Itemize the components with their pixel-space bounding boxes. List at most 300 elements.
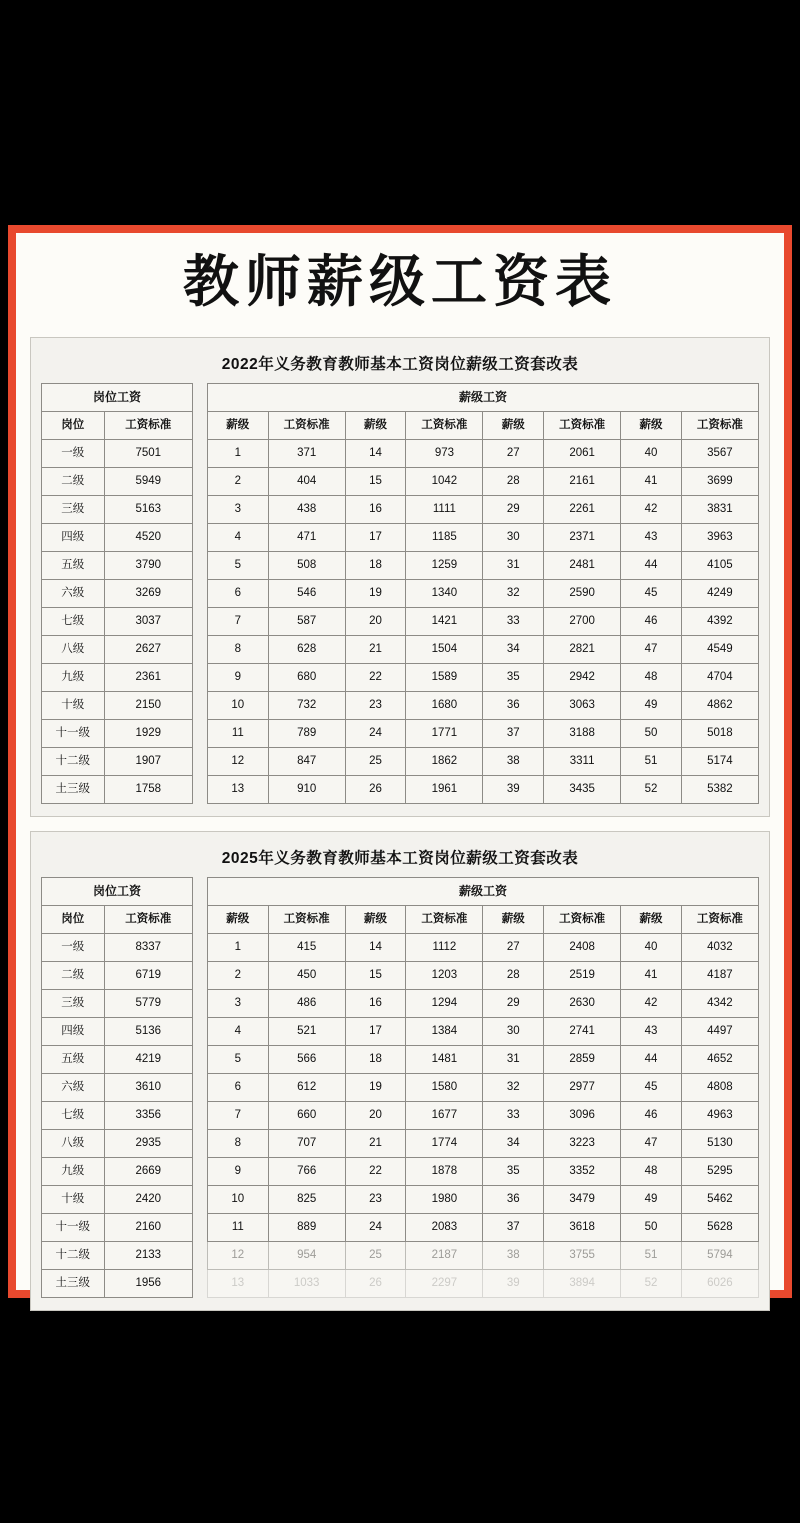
table-row <box>208 1073 759 1101</box>
sheet-title: 2022年义务教育教师基本工资岗位薪级工资套改表 <box>221 355 579 373</box>
cell-amount: 1980 <box>406 1185 483 1213</box>
cell-amount: 5295 <box>681 1157 758 1185</box>
cell-grade: 41 <box>621 961 682 989</box>
cell-grade: 43 <box>621 523 682 551</box>
cell-amount: 732 <box>268 691 345 719</box>
table-row <box>208 1241 759 1269</box>
cell-amount: 450 <box>268 961 345 989</box>
cell-grade: 16 <box>345 495 406 523</box>
cell-amount: 2669 <box>104 1157 192 1185</box>
cell-grade: 2 <box>208 467 269 495</box>
table-row <box>208 1185 759 1213</box>
table-row <box>208 411 759 439</box>
table-row <box>42 1185 193 1213</box>
cell-amount: 954 <box>268 1241 345 1269</box>
table-row <box>42 905 193 933</box>
table-row <box>208 551 759 579</box>
cell-grade: 11 <box>208 1213 269 1241</box>
column-header: 工资标准 <box>406 905 483 933</box>
cell-amount: 4862 <box>681 691 758 719</box>
cell-amount: 2481 <box>544 551 621 579</box>
cell-amount: 2187 <box>406 1241 483 1269</box>
cell-amount: 6026 <box>681 1269 758 1297</box>
cell-amount: 3755 <box>544 1241 621 1269</box>
cell-grade: 6 <box>208 579 269 607</box>
cell-grade: 46 <box>621 1101 682 1129</box>
cell-grade: 33 <box>483 1101 544 1129</box>
cell-grade: 16 <box>345 989 406 1017</box>
table-row <box>42 1213 193 1241</box>
table-row <box>42 1073 193 1101</box>
cell-grade: 49 <box>621 1185 682 1213</box>
cell-grade: 20 <box>345 1101 406 1129</box>
cell-amount: 766 <box>268 1157 345 1185</box>
table-row <box>42 607 193 635</box>
cell-grade: 24 <box>345 1213 406 1241</box>
cell-grade: 9 <box>208 1157 269 1185</box>
cell-grade: 12 <box>208 1241 269 1269</box>
table-row <box>42 747 193 775</box>
column-header: 工资标准 <box>544 411 621 439</box>
cell-level: 八级 <box>42 1129 105 1157</box>
cell-amount: 3894 <box>544 1269 621 1297</box>
salary-sheet-2022 <box>30 337 770 817</box>
cell-amount: 3610 <box>104 1073 192 1101</box>
cell-amount: 2590 <box>544 579 621 607</box>
cell-amount: 4497 <box>681 1017 758 1045</box>
cell-amount: 3356 <box>104 1101 192 1129</box>
cell-level: 六级 <box>42 1073 105 1101</box>
post-group-header: 岗位工资 <box>42 877 193 905</box>
cell-grade: 29 <box>483 495 544 523</box>
cell-grade: 1 <box>208 933 269 961</box>
cell-amount: 2859 <box>544 1045 621 1073</box>
cell-grade: 6 <box>208 1073 269 1101</box>
table-row <box>208 961 759 989</box>
cell-level: 二级 <box>42 467 105 495</box>
cell-grade: 14 <box>345 439 406 467</box>
cell-amount: 4392 <box>681 607 758 635</box>
cell-grade: 35 <box>483 1157 544 1185</box>
column-header: 工资标准 <box>681 411 758 439</box>
cell-level: 七级 <box>42 1101 105 1129</box>
cell-level: 九级 <box>42 1157 105 1185</box>
poster-paper <box>16 233 784 1290</box>
table-row <box>208 775 759 803</box>
table-row <box>42 691 193 719</box>
cell-amount: 1504 <box>406 635 483 663</box>
table-row <box>42 411 193 439</box>
cell-amount: 6719 <box>104 961 192 989</box>
cell-grade: 10 <box>208 1185 269 1213</box>
table-row <box>208 719 759 747</box>
cell-grade: 9 <box>208 663 269 691</box>
cell-grade: 13 <box>208 1269 269 1297</box>
cell-amount: 2261 <box>544 495 621 523</box>
cell-level: 四级 <box>42 1017 105 1045</box>
cell-amount: 973 <box>406 439 483 467</box>
cell-grade: 45 <box>621 1073 682 1101</box>
cell-grade: 12 <box>208 747 269 775</box>
cell-amount: 521 <box>268 1017 345 1045</box>
cell-amount: 3699 <box>681 467 758 495</box>
cell-grade: 8 <box>208 635 269 663</box>
cell-amount: 5949 <box>104 467 192 495</box>
cell-amount: 1589 <box>406 663 483 691</box>
cell-grade: 47 <box>621 635 682 663</box>
cell-grade: 11 <box>208 719 269 747</box>
cell-amount: 2741 <box>544 1017 621 1045</box>
cell-amount: 1185 <box>406 523 483 551</box>
cell-grade: 10 <box>208 691 269 719</box>
cell-amount: 889 <box>268 1213 345 1241</box>
cell-amount: 628 <box>268 635 345 663</box>
cell-amount: 4704 <box>681 663 758 691</box>
cell-grade: 44 <box>621 1045 682 1073</box>
cell-grade: 31 <box>483 1045 544 1073</box>
cell-amount: 1680 <box>406 691 483 719</box>
cell-level: 一级 <box>42 933 105 961</box>
cell-amount: 1878 <box>406 1157 483 1185</box>
cell-grade: 41 <box>621 467 682 495</box>
column-header: 工资标准 <box>681 905 758 933</box>
cell-grade: 20 <box>345 607 406 635</box>
cell-grade: 51 <box>621 1241 682 1269</box>
cell-amount: 486 <box>268 989 345 1017</box>
cell-amount: 3435 <box>544 775 621 803</box>
cell-level: 九级 <box>42 663 105 691</box>
post-salary-table <box>41 383 193 804</box>
column-header: 薪级 <box>208 905 269 933</box>
column-header: 工资标准 <box>104 411 192 439</box>
cell-grade: 36 <box>483 1185 544 1213</box>
cell-amount: 1862 <box>406 747 483 775</box>
table-row <box>208 439 759 467</box>
cell-grade: 13 <box>208 775 269 803</box>
cell-amount: 1203 <box>406 961 483 989</box>
cell-amount: 5163 <box>104 495 192 523</box>
table-row <box>42 933 193 961</box>
cell-amount: 4963 <box>681 1101 758 1129</box>
table-row <box>208 747 759 775</box>
column-header: 薪级 <box>483 411 544 439</box>
cell-amount: 2627 <box>104 635 192 663</box>
cell-grade: 31 <box>483 551 544 579</box>
table-row <box>208 933 759 961</box>
cell-amount: 4032 <box>681 933 758 961</box>
cell-amount: 2935 <box>104 1129 192 1157</box>
cell-amount: 5136 <box>104 1017 192 1045</box>
cell-grade: 48 <box>621 663 682 691</box>
cell-level: 五级 <box>42 1045 105 1073</box>
scale-salary-table <box>207 383 759 804</box>
cell-level: 十一级 <box>42 1213 105 1241</box>
cell-grade: 24 <box>345 719 406 747</box>
cell-grade: 8 <box>208 1129 269 1157</box>
column-header: 工资标准 <box>268 905 345 933</box>
cell-grade: 3 <box>208 495 269 523</box>
cell-amount: 1774 <box>406 1129 483 1157</box>
cell-amount: 471 <box>268 523 345 551</box>
cell-amount: 4219 <box>104 1045 192 1073</box>
table-row <box>208 1017 759 1045</box>
table-row <box>208 691 759 719</box>
post-group-header: 岗位工资 <box>42 383 193 411</box>
cell-grade: 4 <box>208 1017 269 1045</box>
table-row <box>42 989 193 1017</box>
table-row <box>208 905 759 933</box>
cell-grade: 15 <box>345 467 406 495</box>
cell-amount: 438 <box>268 495 345 523</box>
cell-grade: 29 <box>483 989 544 1017</box>
cell-grade: 3 <box>208 989 269 1017</box>
cell-amount: 1033 <box>268 1269 345 1297</box>
scale-group-header: 薪级工资 <box>208 383 759 411</box>
sheet-body <box>41 383 759 804</box>
cell-grade: 38 <box>483 747 544 775</box>
cell-amount: 3269 <box>104 579 192 607</box>
column-header: 岗位 <box>42 905 105 933</box>
cell-grade: 39 <box>483 775 544 803</box>
cell-amount: 660 <box>268 1101 345 1129</box>
cell-grade: 50 <box>621 719 682 747</box>
cell-amount: 2630 <box>544 989 621 1017</box>
table-row <box>42 1017 193 1045</box>
cell-grade: 40 <box>621 439 682 467</box>
cell-level: 一级 <box>42 439 105 467</box>
cell-level: 土三级 <box>42 775 105 803</box>
cell-amount: 3567 <box>681 439 758 467</box>
cell-grade: 44 <box>621 551 682 579</box>
cell-grade: 50 <box>621 1213 682 1241</box>
cell-amount: 3963 <box>681 523 758 551</box>
table-row <box>208 1101 759 1129</box>
cell-amount: 825 <box>268 1185 345 1213</box>
cell-grade: 40 <box>621 933 682 961</box>
table-row <box>208 579 759 607</box>
cell-amount: 8337 <box>104 933 192 961</box>
cell-grade: 42 <box>621 989 682 1017</box>
table-row <box>42 439 193 467</box>
salary-sheet-2025 <box>30 831 770 1311</box>
cell-grade: 32 <box>483 1073 544 1101</box>
cell-grade: 51 <box>621 747 682 775</box>
cell-amount: 5462 <box>681 1185 758 1213</box>
cell-amount: 1677 <box>406 1101 483 1129</box>
cell-amount: 5382 <box>681 775 758 803</box>
cell-grade: 32 <box>483 579 544 607</box>
cell-amount: 2420 <box>104 1185 192 1213</box>
table-row <box>42 663 193 691</box>
cell-grade: 33 <box>483 607 544 635</box>
table-row <box>208 1213 759 1241</box>
cell-grade: 26 <box>345 775 406 803</box>
table-row <box>42 551 193 579</box>
cell-amount: 1384 <box>406 1017 483 1045</box>
table-row <box>42 1241 193 1269</box>
cell-amount: 1042 <box>406 467 483 495</box>
cell-amount: 707 <box>268 1129 345 1157</box>
cell-amount: 4105 <box>681 551 758 579</box>
table-row <box>42 1157 193 1185</box>
cell-amount: 371 <box>268 439 345 467</box>
cell-amount: 2371 <box>544 523 621 551</box>
cell-amount: 3223 <box>544 1129 621 1157</box>
table-row <box>42 1269 193 1297</box>
cell-grade: 38 <box>483 1241 544 1269</box>
scale-salary-table <box>207 877 759 1298</box>
cell-amount: 612 <box>268 1073 345 1101</box>
column-header: 薪级 <box>621 905 682 933</box>
cell-grade: 5 <box>208 551 269 579</box>
cell-grade: 26 <box>345 1269 406 1297</box>
cell-grade: 27 <box>483 439 544 467</box>
cell-amount: 910 <box>268 775 345 803</box>
table-row <box>42 579 193 607</box>
cell-amount: 2361 <box>104 663 192 691</box>
column-header: 工资标准 <box>268 411 345 439</box>
cell-amount: 4249 <box>681 579 758 607</box>
cell-grade: 37 <box>483 1213 544 1241</box>
cell-amount: 2821 <box>544 635 621 663</box>
cell-grade: 37 <box>483 719 544 747</box>
cell-level: 三级 <box>42 989 105 1017</box>
cell-amount: 1112 <box>406 933 483 961</box>
cell-grade: 39 <box>483 1269 544 1297</box>
cell-amount: 1111 <box>406 495 483 523</box>
cell-amount: 1481 <box>406 1045 483 1073</box>
cell-level: 六级 <box>42 579 105 607</box>
cell-amount: 546 <box>268 579 345 607</box>
table-row <box>42 1045 193 1073</box>
cell-amount: 4520 <box>104 523 192 551</box>
cell-grade: 25 <box>345 1241 406 1269</box>
table-row <box>208 383 759 411</box>
table-row <box>42 495 193 523</box>
cell-amount: 3618 <box>544 1213 621 1241</box>
column-header: 薪级 <box>345 411 406 439</box>
cell-grade: 7 <box>208 607 269 635</box>
table-row <box>42 775 193 803</box>
cell-grade: 23 <box>345 1185 406 1213</box>
table-row <box>42 467 193 495</box>
column-header: 薪级 <box>208 411 269 439</box>
cell-amount: 3096 <box>544 1101 621 1129</box>
cell-amount: 5130 <box>681 1129 758 1157</box>
table-row <box>208 663 759 691</box>
cell-amount: 1961 <box>406 775 483 803</box>
cell-grade: 52 <box>621 1269 682 1297</box>
cell-amount: 508 <box>268 551 345 579</box>
cell-amount: 4187 <box>681 961 758 989</box>
post-salary-table <box>41 877 193 1298</box>
cell-amount: 587 <box>268 607 345 635</box>
cell-level: 十级 <box>42 691 105 719</box>
cell-grade: 22 <box>345 1157 406 1185</box>
cell-amount: 5779 <box>104 989 192 1017</box>
table-row <box>42 1129 193 1157</box>
cell-amount: 3037 <box>104 607 192 635</box>
column-header: 薪级 <box>483 905 544 933</box>
cell-amount: 3479 <box>544 1185 621 1213</box>
cell-amount: 415 <box>268 933 345 961</box>
cell-amount: 566 <box>268 1045 345 1073</box>
cell-grade: 2 <box>208 961 269 989</box>
cell-level: 四级 <box>42 523 105 551</box>
cell-amount: 2150 <box>104 691 192 719</box>
cell-level: 十二级 <box>42 747 105 775</box>
cell-grade: 21 <box>345 635 406 663</box>
cell-amount: 1580 <box>406 1073 483 1101</box>
table-row <box>42 523 193 551</box>
cell-grade: 49 <box>621 691 682 719</box>
cell-grade: 25 <box>345 747 406 775</box>
cell-grade: 15 <box>345 961 406 989</box>
cell-grade: 45 <box>621 579 682 607</box>
cell-grade: 46 <box>621 607 682 635</box>
table-row <box>208 467 759 495</box>
cell-level: 三级 <box>42 495 105 523</box>
table-row <box>42 383 193 411</box>
cell-grade: 19 <box>345 579 406 607</box>
column-header: 薪级 <box>345 905 406 933</box>
table-row <box>208 989 759 1017</box>
cell-grade: 18 <box>345 1045 406 1073</box>
cell-grade: 27 <box>483 933 544 961</box>
table-row <box>208 635 759 663</box>
table-row <box>208 607 759 635</box>
table-row <box>208 1157 759 1185</box>
table-row <box>42 961 193 989</box>
cell-amount: 1294 <box>406 989 483 1017</box>
cell-amount: 2133 <box>104 1241 192 1269</box>
cell-amount: 2519 <box>544 961 621 989</box>
cell-level: 五级 <box>42 551 105 579</box>
cell-grade: 47 <box>621 1129 682 1157</box>
table-row <box>208 523 759 551</box>
cell-grade: 23 <box>345 691 406 719</box>
cell-grade: 17 <box>345 1017 406 1045</box>
cell-amount: 789 <box>268 719 345 747</box>
table-row <box>208 877 759 905</box>
sheet-title: 2025年义务教育教师基本工资岗位薪级工资套改表 <box>221 849 579 867</box>
cell-amount: 2160 <box>104 1213 192 1241</box>
cell-amount: 2408 <box>544 933 621 961</box>
cell-amount: 5018 <box>681 719 758 747</box>
cell-amount: 3352 <box>544 1157 621 1185</box>
cell-grade: 19 <box>345 1073 406 1101</box>
cell-grade: 30 <box>483 523 544 551</box>
cell-amount: 2297 <box>406 1269 483 1297</box>
cell-level: 十一级 <box>42 719 105 747</box>
table-row <box>208 1129 759 1157</box>
cell-grade: 35 <box>483 663 544 691</box>
cell-amount: 1907 <box>104 747 192 775</box>
table-row <box>42 877 193 905</box>
cell-grade: 28 <box>483 467 544 495</box>
cell-amount: 2083 <box>406 1213 483 1241</box>
cell-amount: 7501 <box>104 439 192 467</box>
table-row <box>42 1101 193 1129</box>
cell-grade: 4 <box>208 523 269 551</box>
cell-grade: 5 <box>208 1045 269 1073</box>
cell-amount: 2700 <box>544 607 621 635</box>
cell-amount: 3790 <box>104 551 192 579</box>
cell-amount: 1340 <box>406 579 483 607</box>
cell-amount: 1929 <box>104 719 192 747</box>
cell-grade: 34 <box>483 635 544 663</box>
cell-amount: 5794 <box>681 1241 758 1269</box>
